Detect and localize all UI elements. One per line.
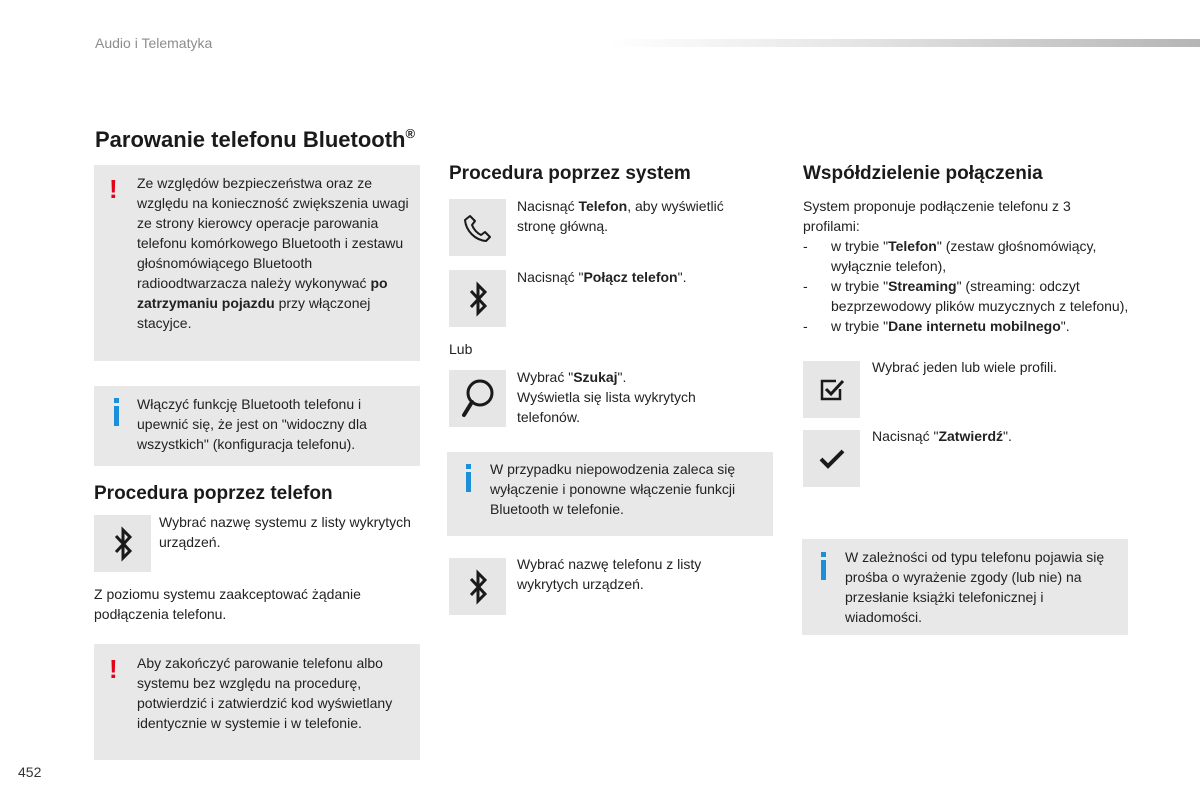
section-title: Audio i Telematyka: [95, 35, 213, 51]
bluetooth-button[interactable]: [449, 558, 506, 615]
heading-phone-procedure: Procedura poprzez telefon: [94, 483, 333, 504]
warning-box-safety: [94, 165, 420, 361]
or-label: Lub: [449, 341, 473, 357]
confirm-button[interactable]: [803, 430, 860, 487]
info-icon: [114, 398, 119, 428]
list-item: - w trybie "Streaming" (streaming: odczyt bezprzewodowy plików muzycznych z telefonu),: [803, 278, 1129, 314]
list-item: - w trybie "Dane internetu mobilnego".: [803, 318, 1070, 334]
profile-list: [803, 236, 1133, 336]
warning-text: Aby zakończyć parowanie telefonu albo systemu bez względu na procedurę, potwierdzić i zatwierdzić kod wyświetlany identycznie w systemie i w telefonie.: [137, 655, 393, 731]
phone-button[interactable]: [449, 199, 506, 256]
info-text: W zależności od typu telefonu pojawia się prośba o wyrażenie zgody (lub nie) na przesłanie książki telefonicznej i wiadomości.: [845, 549, 1105, 625]
list-item: - w trybie "Telefon" (zestaw głośnomówiący, wyłącznie telefon),: [803, 238, 1097, 274]
bluetooth-icon: [109, 524, 137, 564]
header-gradient-bar: [610, 39, 1200, 47]
sharing-step-confirm: Nacisnąć "Zatwierdź".: [872, 428, 1012, 444]
system-step-phone: Nacisnąć Telefon, aby wyświetlić stronę główną.: [517, 198, 724, 234]
magnifier-icon: [458, 377, 498, 421]
bluetooth-button[interactable]: [449, 270, 506, 327]
page-title: Parowanie telefonu Bluetooth®: [95, 126, 416, 152]
info-box-consent: [802, 539, 1128, 635]
warning-text: Ze względów bezpieczeństwa oraz ze względu na konieczność zwiększenia uwagi ze strony kierowcy operacje parowania telefonu komórkowego Bluetooth i zestawu głośnomówiącego Bluetooth radioodtwarzacza należy wykonywać po zatrzymaniu pojazdu przy włączonej stacyjce.: [137, 175, 409, 331]
info-icon: [821, 552, 826, 582]
checkbox-icon: [817, 375, 847, 405]
info-text: W przypadku niepowodzenia zaleca się wyłączenie i ponowne włączenie funkcji Bluetooth w telefonie.: [490, 461, 736, 517]
system-step-connect: Nacisnąć "Połącz telefon".: [517, 269, 687, 285]
system-step-search: Wybrać "Szukaj". Wyświetla się lista wykrytych telefonów.: [517, 369, 696, 425]
info-box-failure: [447, 452, 773, 536]
phone-step-accept: Z poziomu systemu zaakceptować żądanie podłączenia telefonu.: [94, 586, 361, 622]
registered-mark: ®: [405, 126, 416, 141]
sharing-step-select: Wybrać jeden lub wiele profili.: [872, 359, 1058, 375]
page-number: 452: [18, 764, 42, 780]
exclamation-icon: !: [109, 654, 118, 684]
exclamation-icon: !: [109, 174, 118, 204]
info-icon: [466, 464, 471, 494]
heading-sharing: Współdzielenie połączenia: [803, 163, 1043, 184]
bluetooth-icon: [464, 567, 492, 607]
phone-step-select-system: Wybrać nazwę systemu z listy wykrytych urządzeń.: [159, 514, 411, 550]
system-step-select-phone: Wybrać nazwę telefonu z listy wykrytych urządzeń.: [517, 556, 702, 592]
search-button[interactable]: [449, 370, 506, 427]
info-box-bluetooth-visible: [94, 386, 420, 466]
checkmark-icon: [818, 447, 846, 471]
profile-select-button[interactable]: [803, 361, 860, 418]
heading-system-procedure: Procedura poprzez system: [449, 163, 691, 184]
phone-handset-icon: [460, 210, 496, 246]
bluetooth-icon: [464, 279, 492, 319]
sharing-intro: System proponuje podłączenie telefonu z 3 profilami:: [803, 198, 1071, 234]
info-text: Włączyć funkcję Bluetooth telefonu i upewnić się, że jest on "widoczny dla wszystkich" (konfiguracja telefonu).: [137, 396, 367, 452]
bluetooth-button[interactable]: [94, 515, 151, 572]
warning-box-code: [94, 644, 420, 760]
